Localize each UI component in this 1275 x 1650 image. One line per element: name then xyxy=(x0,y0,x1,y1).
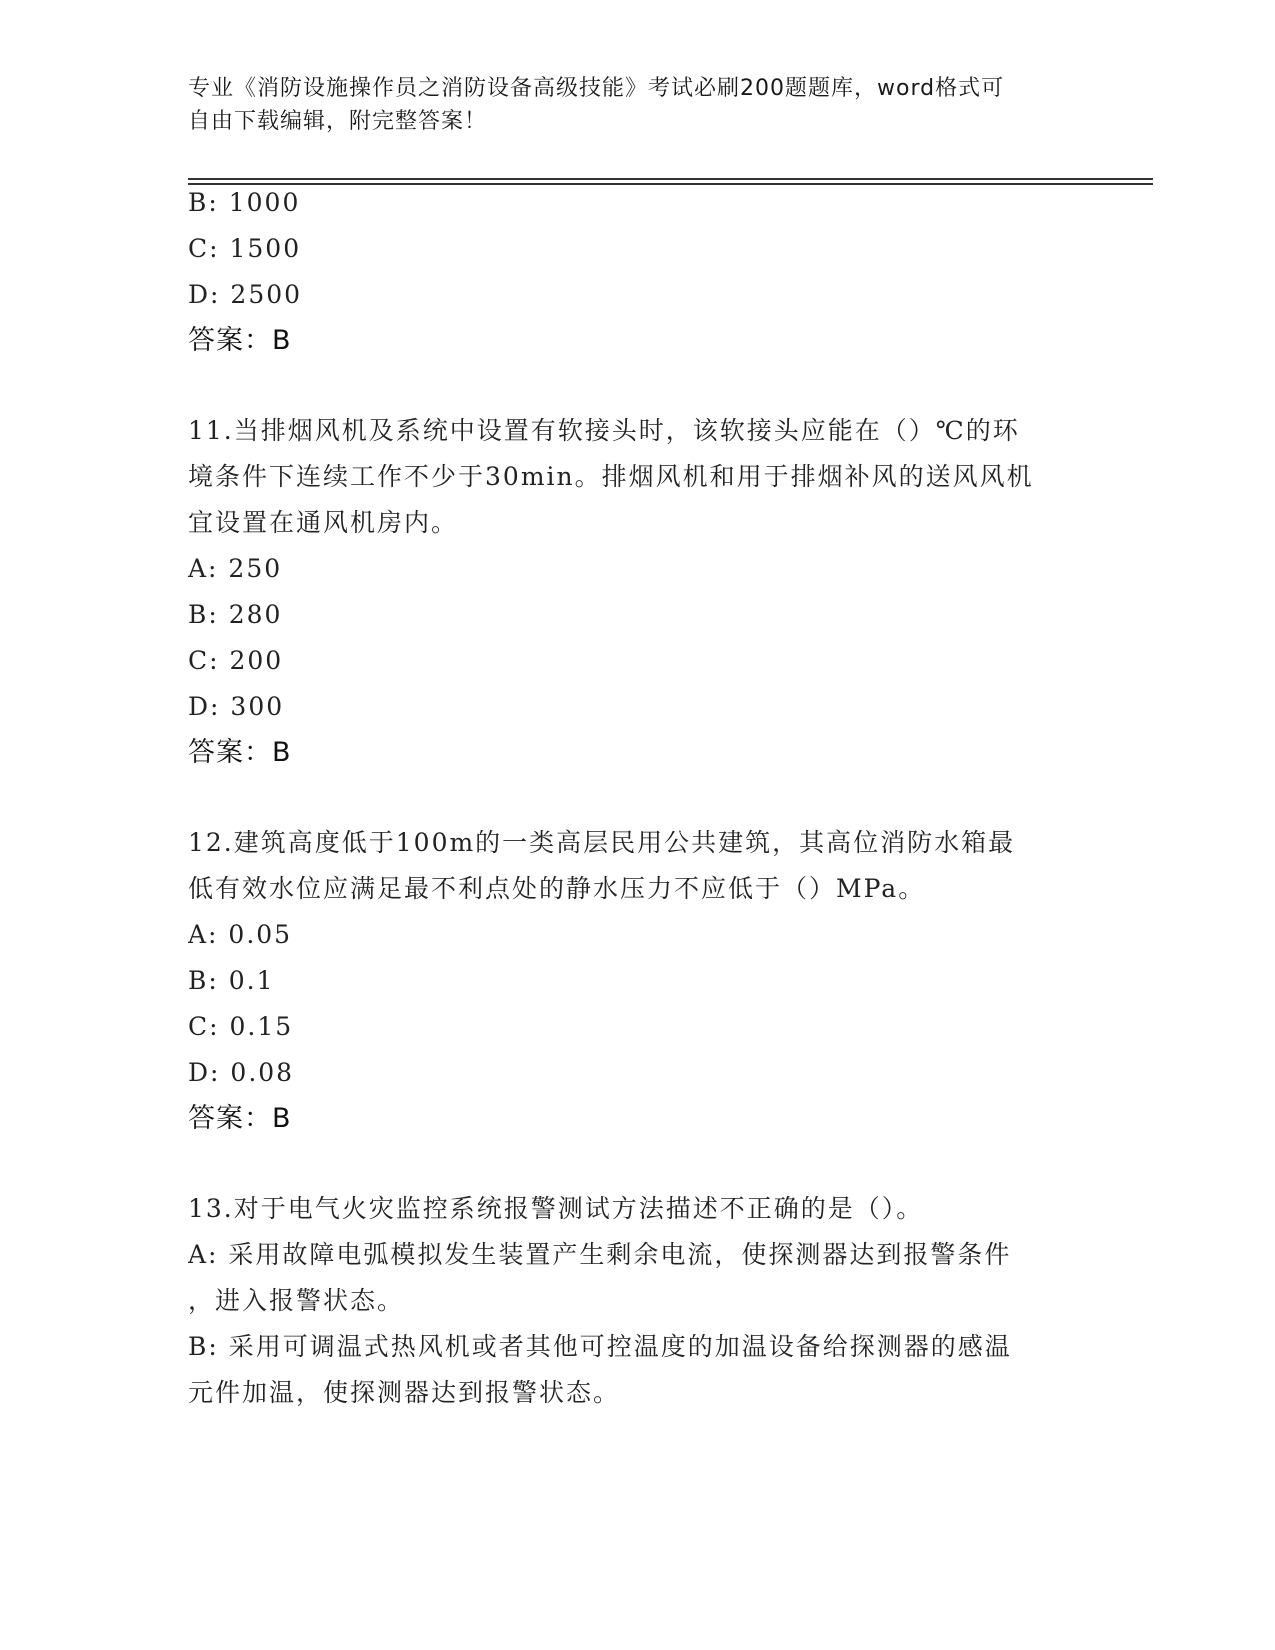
question-text-line: 13.对于电气火灾监控系统报警测试方法描述不正确的是（）。 xyxy=(188,1194,924,1223)
question-block-10 xyxy=(188,180,1088,364)
question-block-13 xyxy=(188,1186,1088,1416)
option-a: A: 0.05 xyxy=(188,920,293,949)
question-text-line: 低有效水位应满足最不利点处的静水压力不应低于（）MPa。 xyxy=(188,874,926,903)
option-b: B: 0.1 xyxy=(188,966,275,995)
answer-line: 答案：B xyxy=(188,325,292,356)
page-header xyxy=(188,72,1068,138)
option-d: D: 2500 xyxy=(188,280,303,309)
option-d: D: 300 xyxy=(188,692,285,721)
option-b-continuation: 元件加温，使探测器达到报警状态。 xyxy=(188,1378,621,1407)
option-a: A: 250 xyxy=(188,554,283,583)
option-c: C: 1500 xyxy=(188,234,302,263)
question-text-line: 宜设置在通风机房内。 xyxy=(188,508,459,537)
question-text-line: 境条件下连续工作不少于30min。排烟风机和用于排烟补风的送风风机 xyxy=(188,462,1034,491)
option-b: B: 280 xyxy=(188,600,283,629)
header-line-2: 自由下载编辑，附完整答案！ xyxy=(188,109,488,134)
question-text-line: 12.建筑高度低于100m的一类高层民用公共建筑，其高位消防水箱最 xyxy=(188,828,1016,857)
option-d: D: 0.08 xyxy=(188,1058,295,1087)
question-block-11 xyxy=(188,408,1088,776)
answer-line: 答案：B xyxy=(188,1103,292,1134)
option-c: C: 200 xyxy=(188,646,284,675)
option-a-continuation: ，进入报警状态。 xyxy=(188,1286,405,1315)
option-b: B: 采用可调温式热风机或者其他可控温度的加温设备给探测器的感温 xyxy=(188,1332,1012,1361)
answer-line: 答案：B xyxy=(188,737,292,768)
question-text-line: 11.当排烟风机及系统中设置有软接头时，该软接头应能在（）℃的环 xyxy=(188,416,1020,445)
header-line-1: 专业《消防设施操作员之消防设备高级技能》考试必刷200题题库，word格式可 xyxy=(188,76,1005,101)
option-a: A: 采用故障电弧模拟发生装置产生剩余电流，使探测器达到报警条件 xyxy=(188,1240,1012,1269)
option-c: C: 0.15 xyxy=(188,1012,294,1041)
option-b: B: 1000 xyxy=(188,188,301,217)
document-body xyxy=(188,180,1088,1416)
question-block-12 xyxy=(188,820,1088,1142)
